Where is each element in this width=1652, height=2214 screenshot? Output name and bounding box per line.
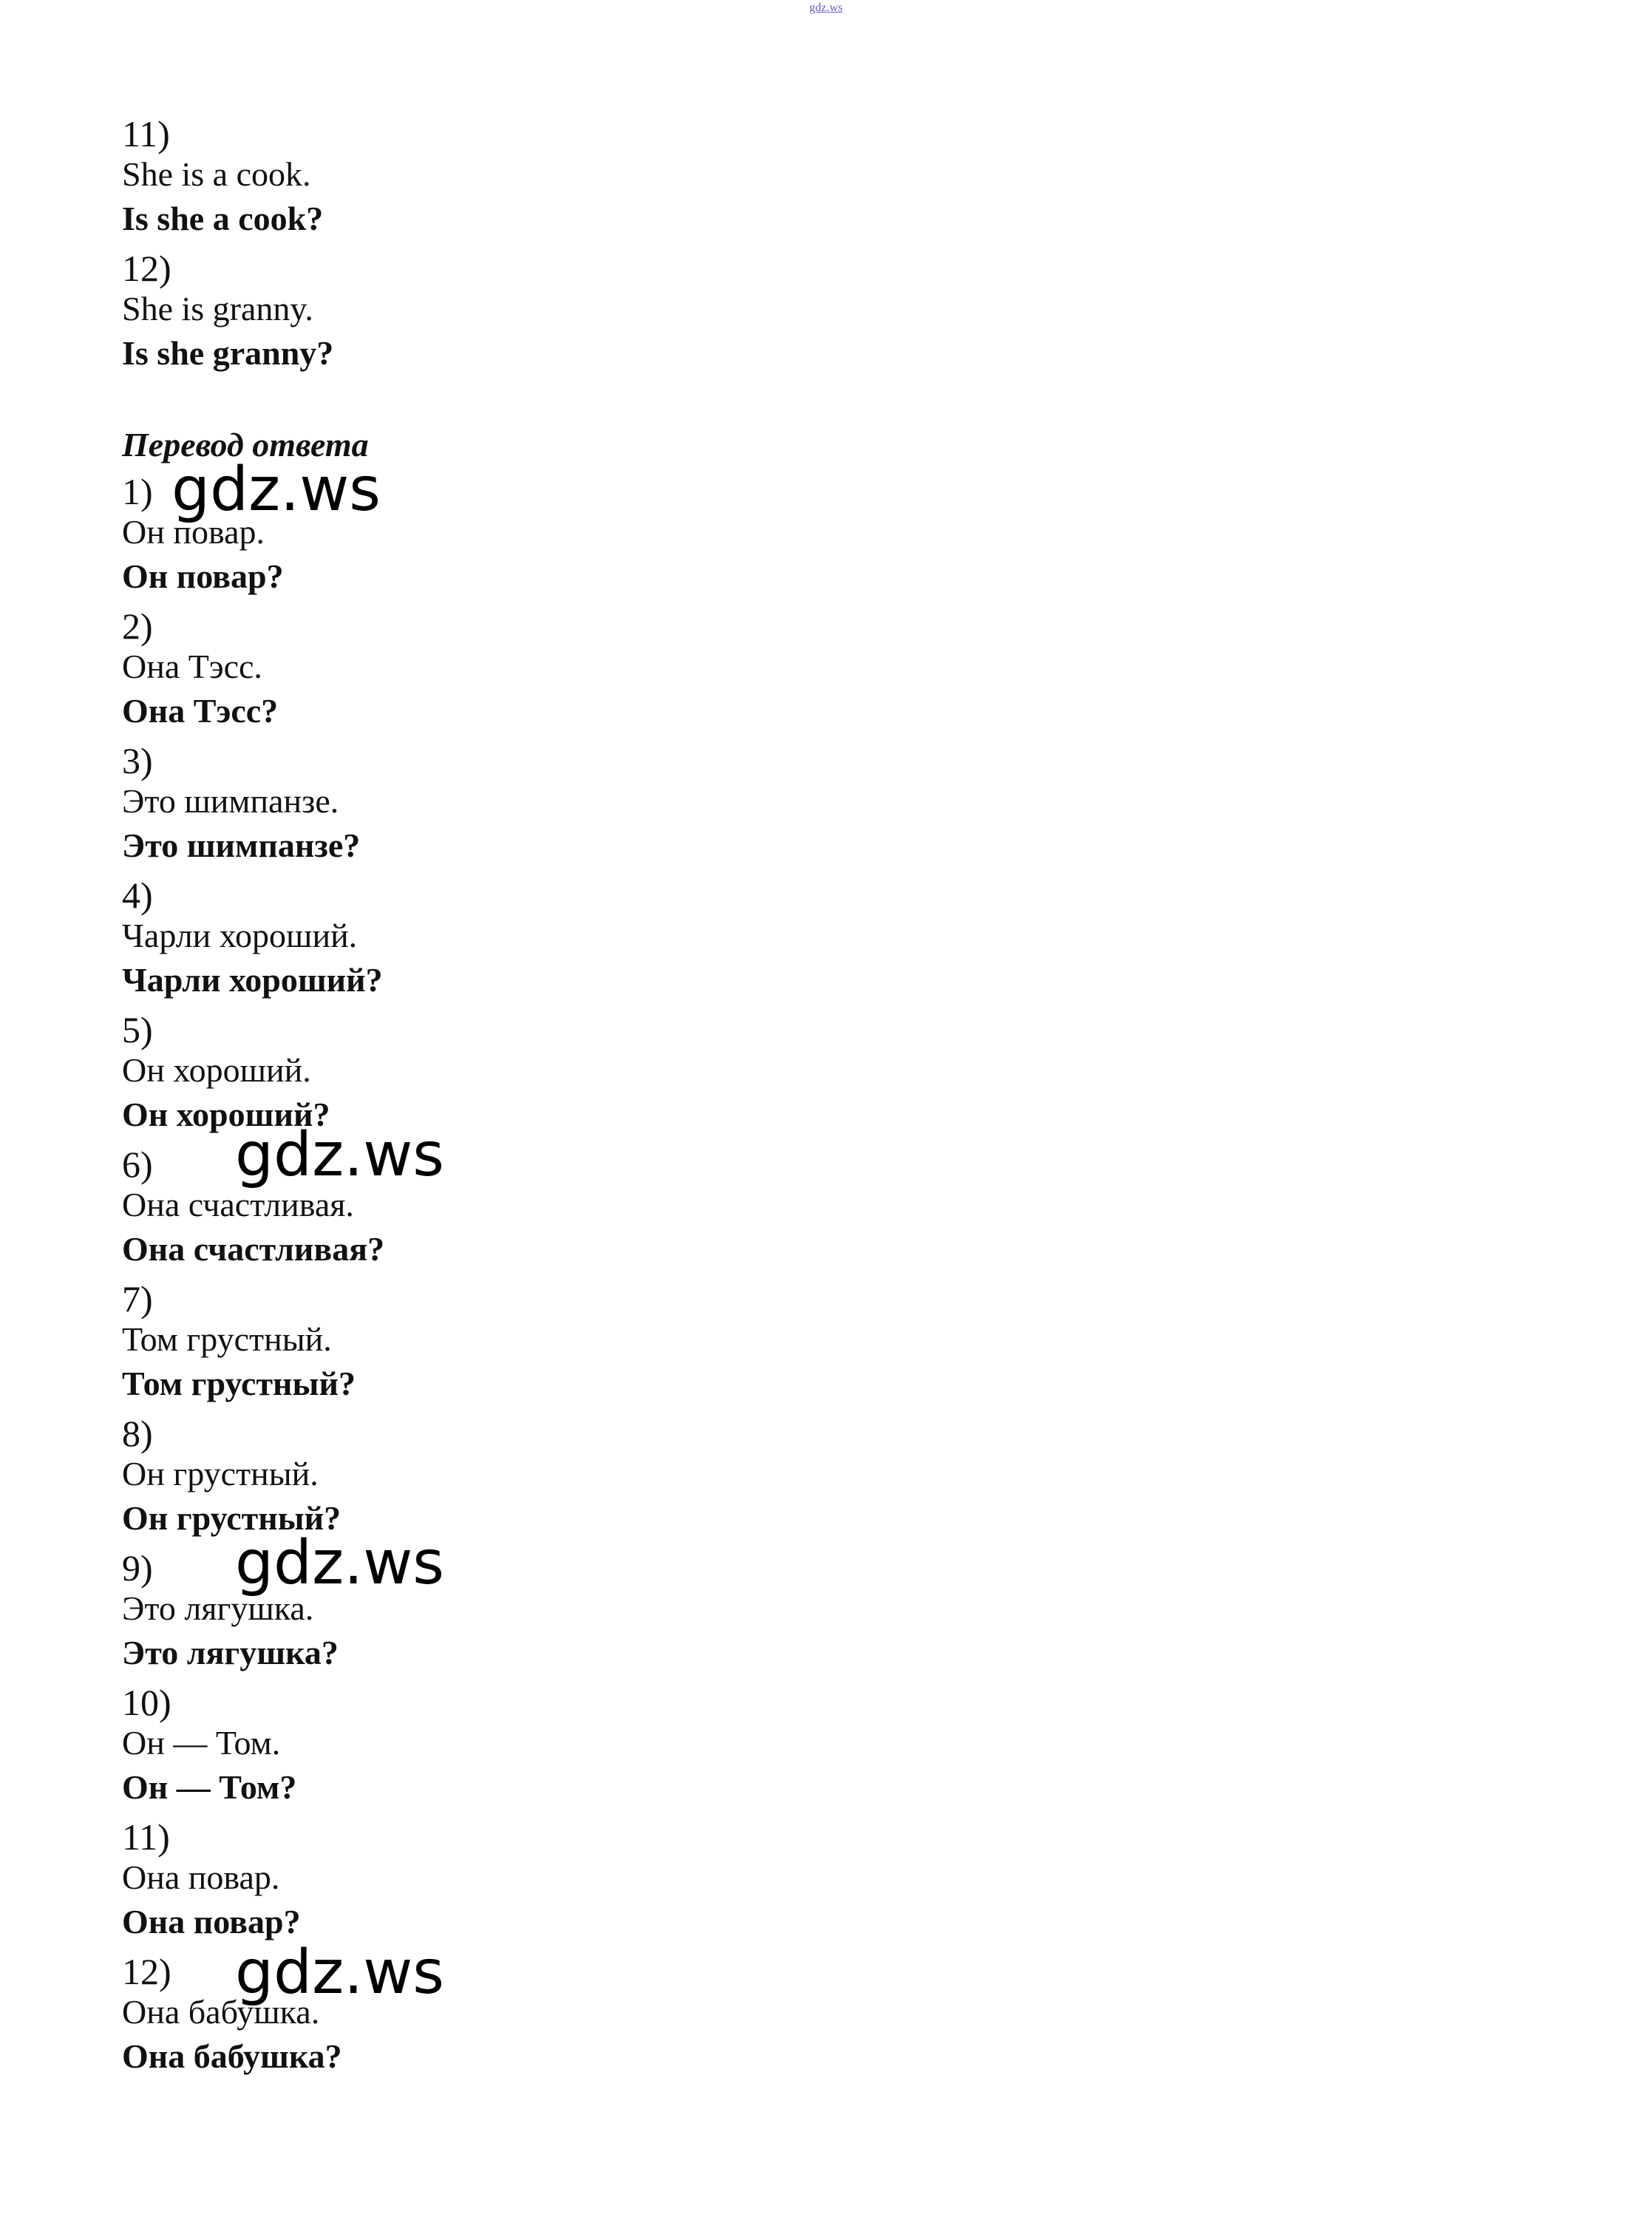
item-statement: Он повар. xyxy=(122,513,265,551)
item-statement: Том грустный. xyxy=(122,1320,332,1358)
translation-item-7 xyxy=(122,1280,1009,1406)
item-number: 6) xyxy=(122,1144,153,1185)
item-question: Он — Том? xyxy=(122,1768,297,1806)
item-statement: Это шимпанзе. xyxy=(122,782,339,820)
item-number: 12) xyxy=(122,248,171,289)
translation-item-11 xyxy=(122,1816,1009,1944)
gdz-watermark: gdz.ws xyxy=(235,1938,444,2008)
item-number: 1) xyxy=(122,471,153,512)
item-statement: Она счастливая. xyxy=(122,1186,354,1223)
gdz-watermark: gdz.ws xyxy=(235,1120,444,1190)
item-question: Она Тэсс? xyxy=(122,692,279,730)
item-question: Том грустный? xyxy=(122,1365,356,1402)
item-number: 9) xyxy=(122,1547,153,1589)
item-statement: Он хороший. xyxy=(122,1051,311,1089)
item-statement: Это лягушка. xyxy=(122,1589,314,1627)
translation-item-8 xyxy=(122,1415,1009,1541)
item-question: Она счастливая? xyxy=(122,1230,385,1268)
item-number: 4) xyxy=(122,875,153,916)
item-number: 11) xyxy=(122,113,170,154)
english-item-11 xyxy=(122,115,1009,241)
item-statement: Чарли хороший. xyxy=(122,917,358,954)
item-number: 10) xyxy=(122,1682,171,1723)
item-number: 3) xyxy=(122,740,153,781)
gdz-watermark: gdz.ws xyxy=(235,1528,444,1598)
item-question: Он грустный? xyxy=(122,1499,341,1537)
english-item-12 xyxy=(122,250,1009,376)
item-question: Она бабушка? xyxy=(122,2037,342,2075)
item-question: Is she a cook? xyxy=(122,200,324,237)
gdz-watermark: gdz.ws xyxy=(171,455,381,525)
item-question: Is she granny? xyxy=(122,334,334,372)
item-question: Она повар? xyxy=(122,1903,301,1940)
item-statement: She is granny. xyxy=(122,290,313,327)
translation-item-5 xyxy=(122,1011,1009,1137)
site-mark-header[interactable]: gdz.ws xyxy=(809,1,843,14)
item-question: Это лягушка? xyxy=(122,1634,339,1671)
item-number: 12) xyxy=(122,1951,171,1992)
item-statement: Она бабушка. xyxy=(122,1993,320,2031)
translation-item-2 xyxy=(122,605,1009,733)
item-statement: Он грустный. xyxy=(122,1455,319,1493)
translation-item-3 xyxy=(122,742,1009,868)
item-statement: Он — Том. xyxy=(122,1724,281,1762)
item-question: Он хороший? xyxy=(122,1096,330,1133)
translation-item-4 xyxy=(122,877,1009,1002)
item-statement: She is a cook. xyxy=(122,155,311,193)
item-statement: Она повар. xyxy=(122,1858,280,1896)
translation-item-10 xyxy=(122,1684,1009,1810)
item-number: 7) xyxy=(122,1278,153,1320)
item-number: 8) xyxy=(122,1413,153,1454)
item-number: 2) xyxy=(122,605,153,647)
item-number: 5) xyxy=(122,1009,153,1050)
item-question: Он повар? xyxy=(122,557,284,595)
item-question: Чарли хороший? xyxy=(122,961,383,999)
translation-heading: Перевод ответа xyxy=(122,426,369,463)
item-question: Это шимпанзе? xyxy=(122,826,361,864)
item-statement: Она Тэсс. xyxy=(122,648,262,685)
item-number: 11) xyxy=(122,1816,170,1858)
